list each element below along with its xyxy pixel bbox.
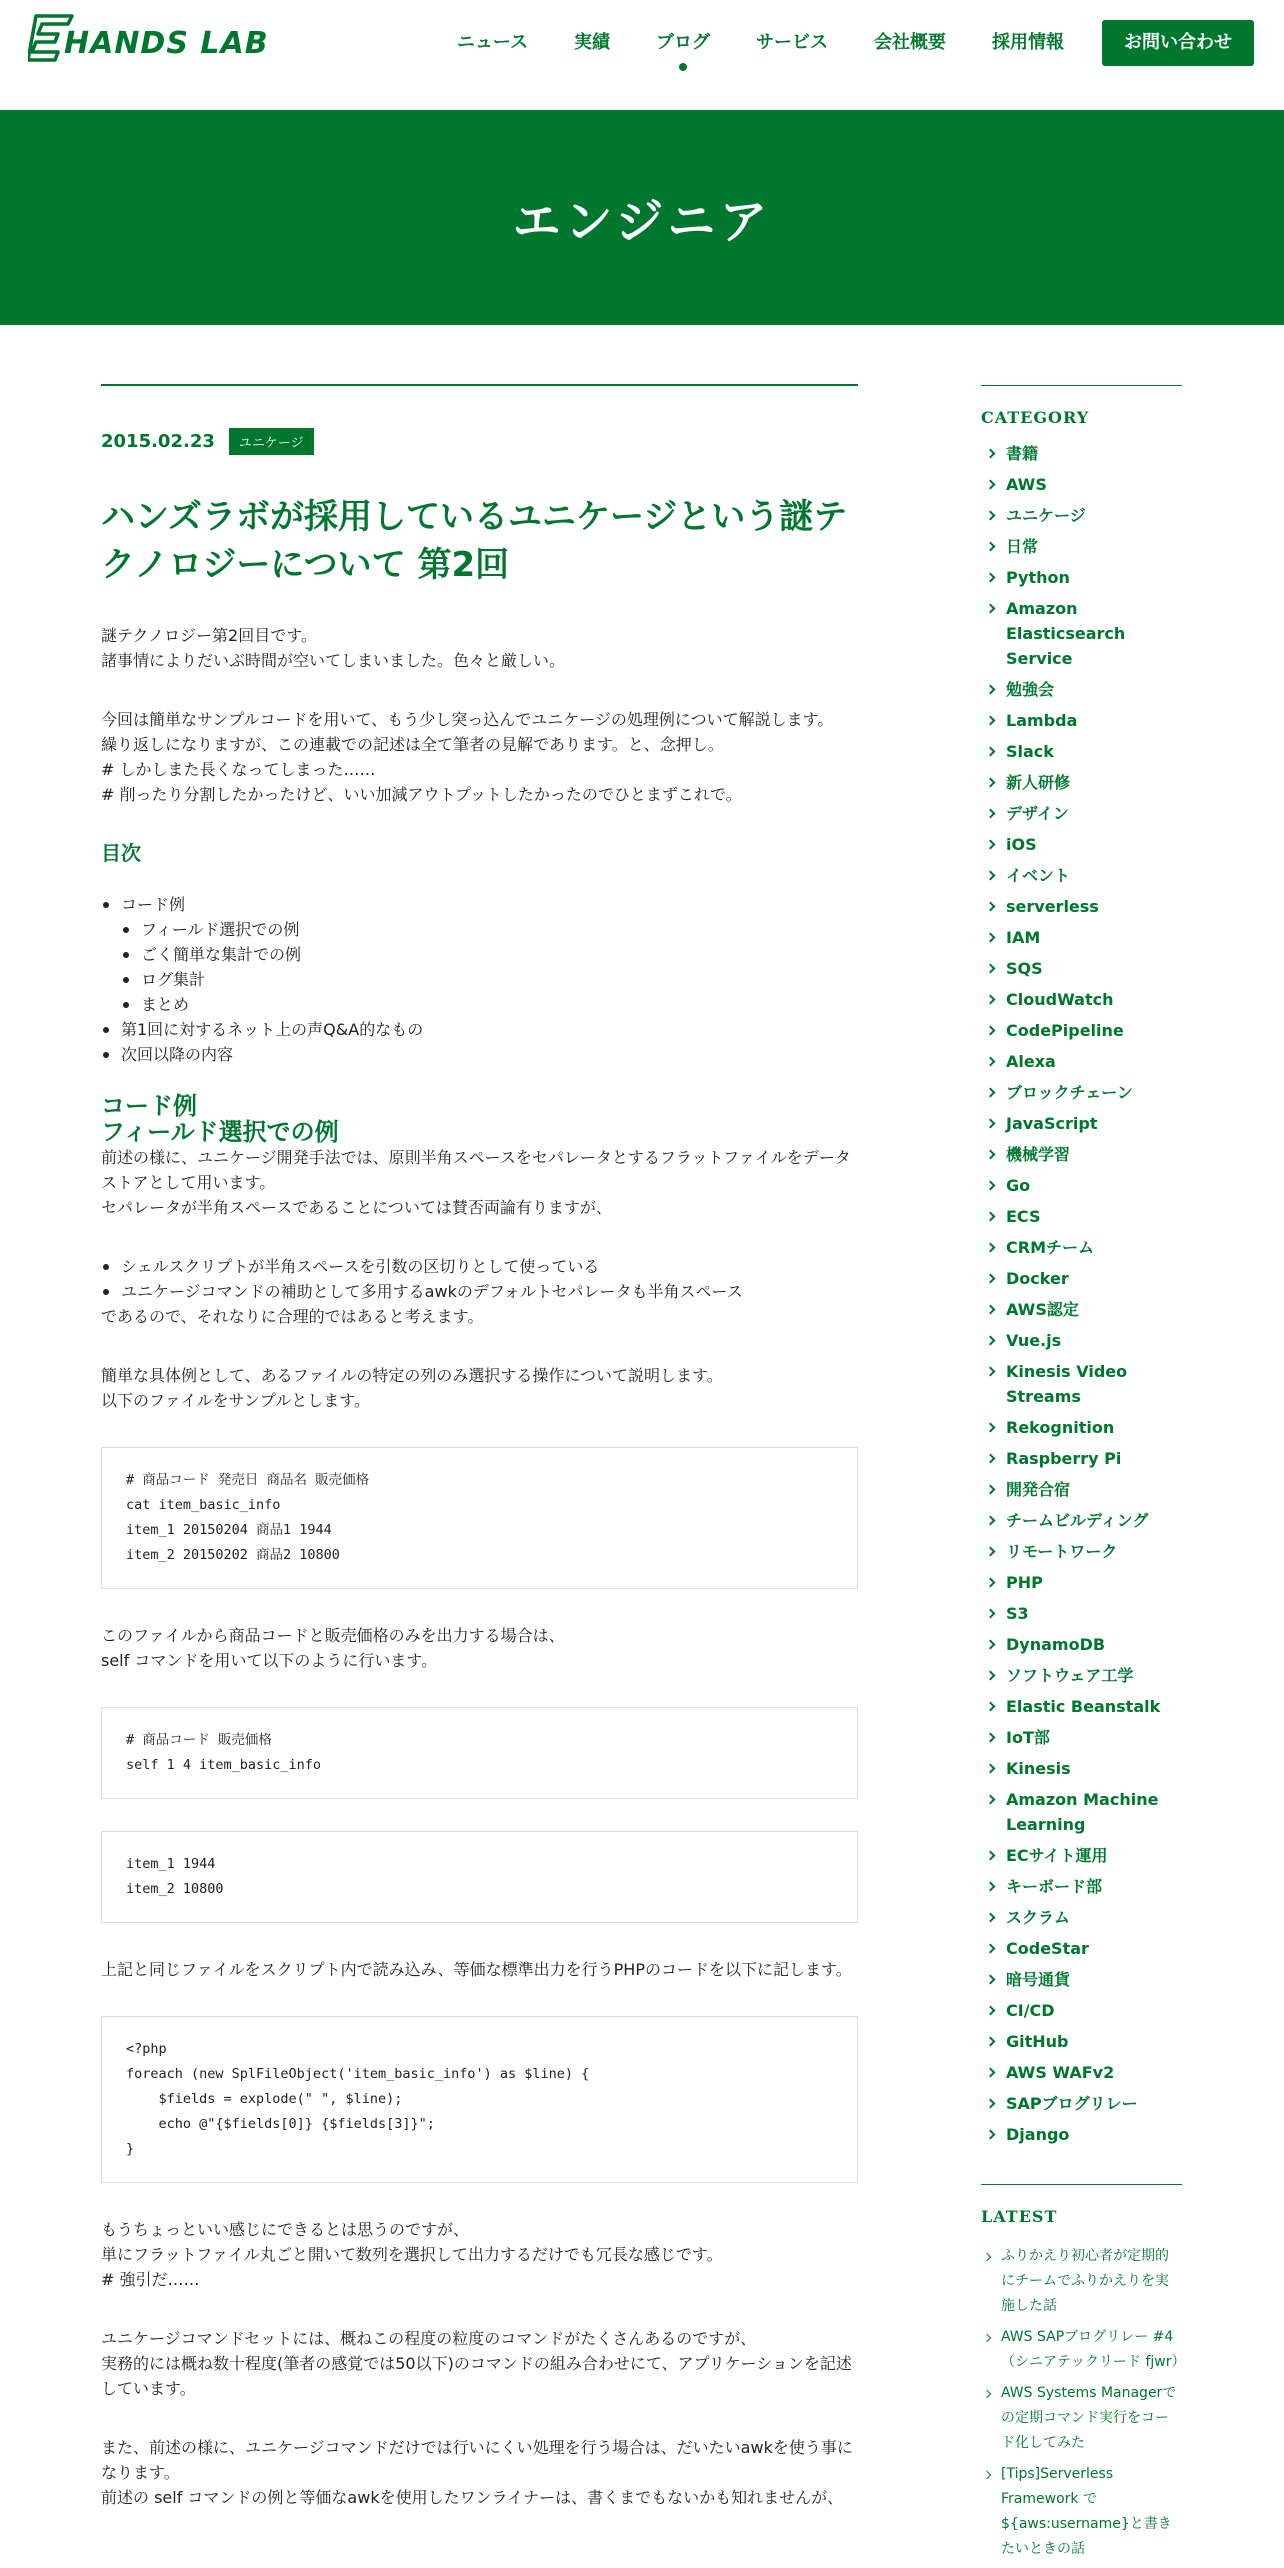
list-item: シェルスクリプトが半角スペースを引数の区切りとして使っている [101, 1254, 858, 1279]
sidebar-category-item[interactable] [981, 1294, 1182, 1325]
sidebar-category-item[interactable] [981, 1046, 1182, 1077]
sidebar-category-item[interactable] [981, 469, 1182, 500]
section-paragraph: 簡単な具体例として、あるファイルの特定の列のみ選択する操作について説明します。 以下のファイルをサンプルとします。 [101, 1366, 723, 1410]
category-label: iOS [1006, 835, 1037, 854]
chevron-right-icon [986, 2006, 996, 2016]
category-label: Vue.js [1006, 1331, 1062, 1350]
category-list [981, 438, 1182, 2150]
chevron-right-icon [986, 995, 996, 1005]
sidebar-category-item[interactable] [981, 1753, 1182, 1784]
chevron-right-icon [986, 1578, 996, 1588]
category-label: デザイン [1006, 804, 1069, 823]
sidebar-category-item[interactable] [981, 562, 1182, 593]
category-label: DynamoDB [1006, 1635, 1106, 1654]
sidebar-category-item[interactable] [981, 1660, 1182, 1691]
sidebar-category-item[interactable] [981, 1505, 1182, 1536]
toc-item: ごく簡単な集計での例 [101, 942, 858, 967]
section-paragraph: このファイルから商品コードと販売価格のみを出力する場合は、 self コマンドを用いて以下のように行います。 [101, 1626, 565, 1670]
chevron-right-icon [983, 2334, 991, 2342]
chevron-right-icon [986, 1057, 996, 1067]
chevron-right-icon [986, 1026, 996, 1036]
table-of-contents [101, 892, 858, 1067]
toc-item: ログ集計 [101, 967, 858, 992]
sidebar-category-item[interactable] [981, 674, 1182, 705]
chevron-right-icon [986, 1119, 996, 1129]
category-label: 勉強会 [1006, 680, 1055, 699]
category-label: CRMチーム [1006, 1238, 1094, 1257]
section-paragraph: また、前述の様に、ユニケージコマンドだけでは行いにくい処理を行う場合は、だいたいawkを使う事になります。 前述の self コマンドの例と等価なawkを使用したワンライナーは、書くまでもないかも知れませんが、 [101, 2438, 853, 2507]
chevron-right-icon [983, 2253, 991, 2261]
category-label: ECサイト運用 [1006, 1846, 1108, 1865]
category-label: S3 [1006, 1604, 1029, 1623]
section-paragraph: もうちょっといい感じにできるとは思うのですが、 単にフラットファイル丸ごと開いて数列を選択して出力するだけでも冗長な感じです。 # 強引だ…… [101, 2220, 723, 2289]
sidebar-category-item[interactable] [981, 1933, 1182, 1964]
category-label: Alexa [1006, 1052, 1056, 1071]
code-block: # 商品コード 発売日 商品名 販売価格 cat item_basic_info item_1 20150204 商品1 1944 item_2 20150202 商品2 10800 [101, 1447, 858, 1589]
sidebar-category-item[interactable] [981, 1108, 1182, 1139]
category-label: Raspberry Pi [1006, 1449, 1122, 1468]
category-label: イベント [1006, 866, 1071, 885]
category-label: AWS WAFv2 [1006, 2063, 1115, 2082]
category-label: 暗号通貨 [1006, 1970, 1071, 1989]
chevron-right-icon [986, 2068, 996, 2078]
chevron-right-icon [983, 2471, 991, 2479]
chevron-right-icon [986, 511, 996, 521]
category-label: SQS [1006, 959, 1043, 978]
category-label: IoT部 [1006, 1728, 1050, 1747]
category-label: AWS [1006, 475, 1047, 494]
sidebar-category-item[interactable] [981, 1995, 1182, 2026]
category-label: Python [1006, 568, 1070, 587]
chevron-right-icon [986, 871, 996, 881]
section-paragraph: 前述の様に、ユニケージ開発手法では、原則半角スペースをセパレータとするフラットファイルをデータストアとして用います。 セパレータが半角スペースであることについては賛否両論有りますが、 [101, 1148, 851, 1217]
chevron-right-icon [986, 809, 996, 819]
sidebar-category-item[interactable] [981, 438, 1182, 469]
chevron-right-icon [986, 840, 996, 850]
latest-post-link[interactable] [981, 2462, 1182, 2562]
article-meta [101, 428, 858, 455]
toc-item: コード例 [101, 892, 858, 917]
category-label: JavaScript [1006, 1114, 1098, 1133]
nav-works[interactable]: 実績 [574, 32, 610, 53]
chevron-right-icon [986, 1913, 996, 1923]
category-label: IAM [1006, 928, 1041, 947]
category-label: Amazon Machine Learning [1006, 1790, 1159, 1834]
chevron-right-icon [986, 573, 996, 583]
sidebar-category-item[interactable] [981, 531, 1182, 562]
sidebar-category-item[interactable] [981, 2057, 1182, 2088]
chevron-right-icon [986, 1454, 996, 1464]
sidebar-category-item[interactable] [981, 1077, 1182, 1108]
subsection-heading: フィールド選択での例 [101, 1118, 339, 1146]
post-title: ハンズラボが採用しているユニケージという謎テクノロジーについて 第2回 [101, 497, 848, 585]
chevron-right-icon [986, 902, 996, 912]
chevron-right-icon [986, 1243, 996, 1253]
category-label: キーボード部 [1006, 1877, 1103, 1896]
sidebar-category-item[interactable] [981, 1263, 1182, 1294]
toc-item: まとめ [101, 992, 858, 1017]
latest-post-title: ふりかえり初心者が定期的にチームでふりかえりを実施した話 [1001, 2248, 1169, 2314]
chevron-right-icon [986, 604, 996, 614]
section-heading: コード例 フィールド選択での例 [101, 1092, 339, 1146]
chevron-right-icon [986, 2037, 996, 2047]
latest-post-title: AWS SAPブログリレー #4（シニアテックリード fjwr） [1001, 2329, 1186, 2370]
intro-paragraph: 謎テクノロジー第2回目です。 諸事情によりだいぶ時間が空いてしまいました。色々と厳しい。 [101, 626, 566, 670]
chevron-right-icon [986, 1274, 996, 1284]
sidebar-category-item[interactable] [981, 922, 1182, 953]
sidebar-category-item[interactable] [981, 798, 1182, 829]
category-label: Lambda [1006, 711, 1078, 730]
chevron-right-icon [986, 1733, 996, 1743]
category-label: Rekognition [1006, 1418, 1115, 1437]
chevron-right-icon [986, 1882, 996, 1892]
sidebar-category-item[interactable] [981, 705, 1182, 736]
chevron-right-icon [986, 542, 996, 552]
latest-post-link[interactable] [981, 2381, 1182, 2456]
category-label: CloudWatch [1006, 990, 1114, 1009]
chevron-right-icon [986, 1212, 996, 1222]
category-label: 新人研修 [1006, 773, 1071, 792]
sidebar-category-item[interactable] [981, 593, 1182, 674]
toc-item: 次回以降の内容 [101, 1042, 858, 1067]
hero-banner [0, 110, 1284, 325]
sidebar-category-item[interactable] [981, 1629, 1182, 1660]
sidebar [981, 385, 1186, 2568]
chevron-right-icon [986, 1150, 996, 1160]
category-label: チームビルディング [1006, 1511, 1149, 1530]
sidebar-category-item[interactable] [981, 1170, 1182, 1201]
toc-item: フィールド選択での例 [101, 917, 858, 942]
category-label: スクラム [1006, 1908, 1070, 1927]
chevron-right-icon [986, 1547, 996, 1557]
sidebar-category-item[interactable] [981, 1722, 1182, 1753]
latest-post-title: [Tips]Serverless Framework で${aws:username}と書きたいときの話 [1001, 2466, 1172, 2557]
category-label: ソフトウェア工学 [1006, 1666, 1134, 1685]
hero-title: エンジニア [512, 194, 772, 250]
section-paragraph: 上記と同じファイルをスクリプト内で読み込み、等価な標準出力を行うPHPのコードを以下に記します。 [101, 1960, 852, 1979]
chevron-right-icon [986, 964, 996, 974]
category-label: CodeStar [1006, 1939, 1089, 1958]
sidebar-category-item[interactable] [981, 736, 1182, 767]
sidebar-category-item[interactable] [981, 891, 1182, 922]
nav-company[interactable]: 会社概要 [874, 32, 946, 53]
sidebar-category-item[interactable] [981, 953, 1182, 984]
category-label: PHP [1006, 1573, 1043, 1592]
category-label: CodePipeline [1006, 1021, 1124, 1040]
category-label: SAPブログリレー [1006, 2094, 1138, 2113]
category-label: Slack [1006, 742, 1054, 761]
nav-recruit[interactable]: 採用情報 [992, 32, 1064, 53]
sidebar-category-item[interactable] [981, 1567, 1182, 1598]
chevron-right-icon [986, 933, 996, 943]
sidebar-category-item[interactable] [981, 1902, 1182, 1933]
sidebar-category-item[interactable] [981, 829, 1182, 860]
sidebar-category-item[interactable] [981, 1443, 1182, 1474]
chevron-right-icon [986, 1702, 996, 1712]
nav-blog[interactable]: ブログ [656, 21, 710, 65]
category-label: 書籍 [1006, 444, 1039, 463]
sidebar-category-item[interactable] [981, 1325, 1182, 1356]
chevron-right-icon [986, 2099, 996, 2109]
sidebar-divider [981, 2184, 1182, 2185]
nav-news[interactable]: ニュース [456, 32, 528, 53]
category-label: Docker [1006, 1269, 1069, 1288]
chevron-right-icon [986, 747, 996, 757]
category-label: ECS [1006, 1207, 1041, 1226]
category-label: AWS認定 [1006, 1300, 1079, 1319]
latest-heading: LATEST [981, 2207, 1058, 2226]
chevron-right-icon [986, 1671, 996, 1681]
category-label: CI/CD [1006, 2001, 1055, 2020]
chevron-right-icon [986, 778, 996, 788]
sidebar-category-item[interactable] [981, 1139, 1182, 1170]
sidebar-category-item[interactable] [981, 2026, 1182, 2057]
category-label: 日常 [1006, 537, 1039, 556]
category-label: ユニケージ [1006, 506, 1086, 525]
category-label: Amazon Elasticsearch Service [1006, 599, 1126, 668]
chevron-right-icon [986, 685, 996, 695]
chevron-right-icon [986, 2130, 996, 2140]
sidebar-category-item[interactable] [981, 1964, 1182, 1995]
chevron-right-icon [986, 1764, 996, 1774]
sidebar-category-item[interactable] [981, 1691, 1182, 1722]
sidebar-category-item[interactable] [981, 1598, 1182, 1629]
hands-lab-logo[interactable] [28, 12, 269, 62]
post-date: 2015.02.23 [101, 431, 215, 452]
logo-text: HANDS LAB [64, 26, 269, 61]
chevron-right-icon [983, 2390, 991, 2398]
chevron-right-icon [986, 1088, 996, 1098]
sidebar-category-item[interactable] [981, 1356, 1182, 1412]
sidebar-category-item[interactable] [981, 1474, 1182, 1505]
nav-service[interactable]: サービス [756, 32, 828, 53]
category-label: リモートワーク [1006, 1542, 1118, 1561]
code-block: item_1 1944 item_2 10800 [101, 1831, 858, 1923]
post-tag[interactable]: ユニケージ [229, 428, 314, 455]
sidebar-category-item[interactable] [981, 2088, 1182, 2119]
section-paragraph: ユニケージコマンドセットには、概ねこの程度の粒度のコマンドがたくさんあるのですが、 実務的には概ね数十程度(筆者の感覚では50以下)のコマンドの組み合わせにて、アプリケーションを記述しています。 [101, 2329, 852, 2398]
category-label: GitHub [1006, 2032, 1069, 2051]
category-label: Kinesis Video Streams [1006, 1362, 1128, 1406]
sidebar-category-item[interactable] [981, 500, 1182, 531]
chevron-right-icon [986, 1795, 996, 1805]
chevron-right-icon [986, 1181, 996, 1191]
main-nav [411, 20, 1254, 66]
chevron-right-icon [986, 1944, 996, 1954]
category-label: ブロックチェーン [1006, 1083, 1133, 1102]
chevron-right-icon [986, 1851, 996, 1861]
sidebar-category-item[interactable] [981, 1412, 1182, 1443]
chevron-right-icon [986, 716, 996, 726]
chevron-right-icon [986, 1640, 996, 1650]
article-divider [101, 384, 858, 386]
sidebar-category-item[interactable] [981, 767, 1182, 798]
site-header [0, 0, 1284, 110]
reason-list [101, 1254, 858, 1304]
sidebar-category-item[interactable] [981, 2119, 1182, 2150]
category-label: 機械学習 [1006, 1145, 1071, 1164]
chevron-right-icon [986, 449, 996, 459]
intro-paragraph-2: 今回は簡単なサンプルコードを用いて、もう少し突っ込んでユニケージの処理例について解説します。 繰り返しになりますが、この連載での記述は全て筆者の見解であります。と、念押し。 # しかしまた長くなってしまった…… # 削ったり分割したかったけど、いい加減アウトプットしたかったのでひとまずこれで。 [101, 710, 834, 804]
category-label: serverless [1006, 897, 1099, 916]
category-label: 開発合宿 [1006, 1480, 1071, 1499]
chevron-right-icon [986, 1609, 996, 1619]
chevron-right-icon [986, 1336, 996, 1346]
section-paragraph: であるので、それなりに合理的ではあると考えます。 [101, 1307, 484, 1326]
chevron-right-icon [986, 1975, 996, 1985]
sidebar-category-item[interactable] [981, 984, 1182, 1015]
sidebar-category-item[interactable] [981, 1232, 1182, 1263]
category-label: Go [1006, 1176, 1031, 1195]
latest-post-link[interactable] [981, 2244, 1182, 2319]
category-label: Kinesis [1006, 1759, 1071, 1778]
chevron-right-icon [986, 480, 996, 490]
sidebar-category-item[interactable] [981, 1840, 1182, 1871]
latest-posts-list [981, 2244, 1186, 2562]
list-item: ユニケージコマンドの補助として多用するawkのデフォルトセパレータも半角スペース [101, 1279, 858, 1304]
sidebar-divider [981, 385, 1182, 386]
chevron-right-icon [986, 1516, 996, 1526]
toc-heading: 目次 [101, 841, 141, 865]
contact-button[interactable]: お問い合わせ [1102, 20, 1254, 66]
latest-post-link[interactable] [981, 2325, 1186, 2375]
chevron-right-icon [986, 1367, 996, 1377]
category-heading: CATEGORY [981, 408, 1090, 427]
chevron-right-icon [986, 1305, 996, 1315]
code-block: <?php foreach (new SplFileObject('item_basic_info') as $line) { $fields = explode(" ", $line); echo @"{$fields[0]} {$fields[3]}"; } [101, 2016, 858, 2183]
chevron-right-icon [986, 1485, 996, 1495]
sidebar-category-item[interactable] [981, 1871, 1182, 1902]
toc-item: 第1回に対するネット上の声Q&A的なもの [101, 1017, 858, 1042]
sidebar-category-item[interactable] [981, 1015, 1182, 1046]
sidebar-category-item[interactable] [981, 1201, 1182, 1232]
article [101, 384, 858, 2510]
sidebar-category-item[interactable] [981, 1784, 1182, 1840]
code-block: # 商品コード 販売価格 self 1 4 item_basic_info [101, 1707, 858, 1799]
latest-post-title: AWS Systems Managerでの定期コマンド実行をコード化してみた [1001, 2385, 1177, 2451]
sidebar-category-item[interactable] [981, 860, 1182, 891]
category-label: Django [1006, 2125, 1070, 2144]
sidebar-category-item[interactable] [981, 1536, 1182, 1567]
category-label: Elastic Beanstalk [1006, 1697, 1161, 1716]
chevron-right-icon [986, 1423, 996, 1433]
